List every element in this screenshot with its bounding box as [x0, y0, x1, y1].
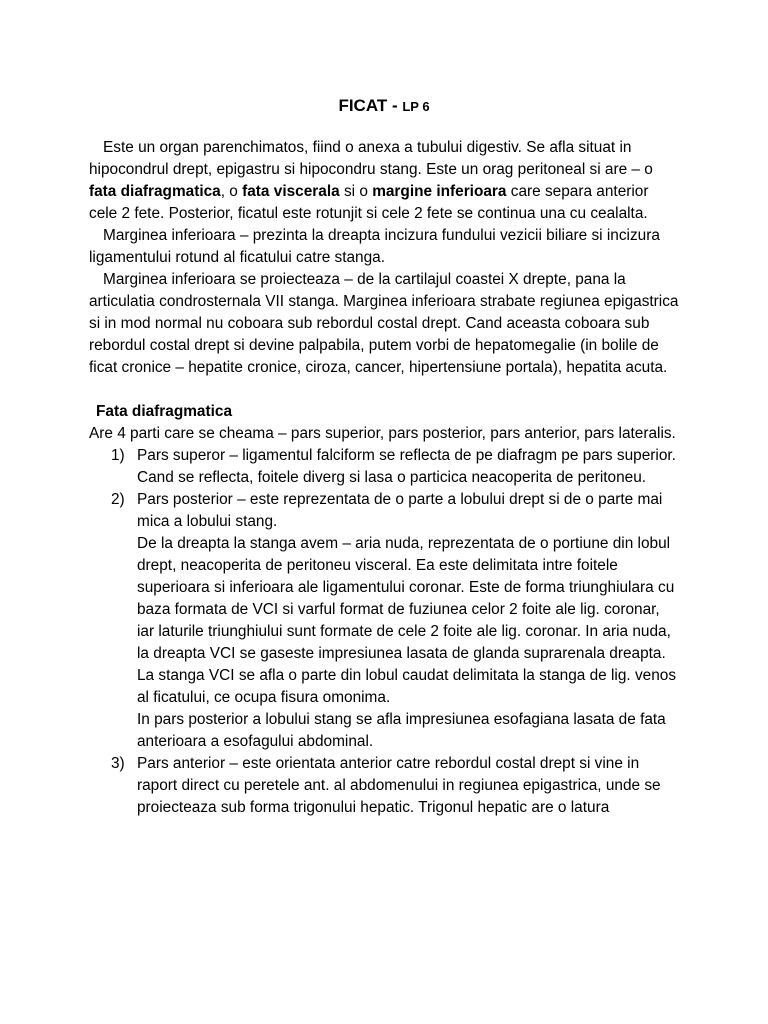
list-item-number: 2) [111, 491, 125, 508]
list-item-number: 3) [111, 755, 125, 772]
document-title [89, 94, 679, 119]
title-main: FICAT - [338, 96, 403, 115]
list-item-text: Pars anterior – este orientata anterior catre rebordul costal drept si vine in raport direct cu peretele ant. al abdomenului in regiunea epigastrica, unde se proiecteaza sub forma trigonului hepatic. Trigonul hepatic are o latura [137, 755, 661, 816]
list-item [89, 489, 679, 753]
numbered-list [89, 445, 679, 819]
list-item [89, 445, 679, 489]
intro-bold-fata-diafragmatica: fata diafragmatica [89, 183, 221, 200]
intro-text-d: si o [339, 183, 373, 200]
section-heading: Fata diafragmatica [96, 403, 232, 420]
list-item-text: Pars superor – ligamentul falciform se reflecta de pe diafragm pe pars superior. Cand se reflecta, foitele diverg si lasa o particica neacoperita de peritoneu. [137, 447, 676, 486]
intro-bold-margine-inferioara: margine inferioara [372, 183, 507, 200]
section-lead: Are 4 parti care se cheama – pars superior, pars posterior, pars anterior, pars lateralis. [89, 425, 676, 442]
intro-paragraph-3: Marginea inferioara se proiecteaza – de la cartilajul coastei X drepte, pana la articulatia condrosternala VII stanga. Marginea inferioara strabate regiunea epigastrica si in mod normal nu coboara sub rebordul costal drept. Cand aceasta coboara sub rebordul costal drept si devine palpabila, putem vorbi de hepatomegalie (in bolile de ficat cronice – hepatite cronice, ciroza, cancer, hipertensiune portala), hepatita acuta. [89, 271, 679, 376]
intro-paragraph-2: Marginea inferioara – prezinta la dreapta incizura fundului vezicii biliare si incizura ligamentului rotund al ficatului catre stanga. [89, 227, 660, 266]
list-item-text-continued: De la dreapta la stanga avem – aria nuda, reprezentata de o portiune din lobul drept, neacoperita de peritoneu visceral. Ea este delimitata intre foitele superioara si inferioara ale ligamentului coronar. Este de forma triunghiulara cu baza formata de VCI si varful format de fuziunea celor 2 foite ale lig. coronar, iar laturile triunghiului sunt formate de cele 2 foite ale lig. coronar. In aria nuda, la dreapta VCI se gaseste impresiunea lasata de glanda suprarenala dreapta. La stanga VCI se afla o parte din lobul caudat delimitata la stanga de lig. venos al ficatului, ce ocupa fisura omonima. [137, 535, 677, 706]
list-item [89, 753, 679, 819]
intro-paragraph-1 [89, 137, 679, 225]
list-item-number: 1) [111, 447, 125, 464]
document-page [89, 94, 679, 819]
intro-bold-fata-viscerala: fata viscerala [242, 183, 340, 200]
list-item-text: Pars posterior – este reprezentata de o parte a lobului drept si de o parte mai mica a lobului stang. [137, 491, 663, 530]
title-sub: LP 6 [402, 99, 430, 114]
list-item-text-continued: In pars posterior a lobului stang se afla impresiunea esofagiana lasata de fata anterioara a esofagului abdominal. [137, 711, 666, 750]
intro-text-a: Este un organ parenchimatos, fiind o anexa a tubului digestiv. Se afla situat in hipocondrul drept, epigastru si hipocondru stang. Este un orag peritoneal si are – o [89, 139, 653, 178]
intro-text-c: , o [220, 183, 243, 200]
intro-text-e: care separa anterior cele 2 fete. Posterior, ficatul este rotunjit si cele 2 fete se continua una cu cealalta. [89, 183, 649, 222]
